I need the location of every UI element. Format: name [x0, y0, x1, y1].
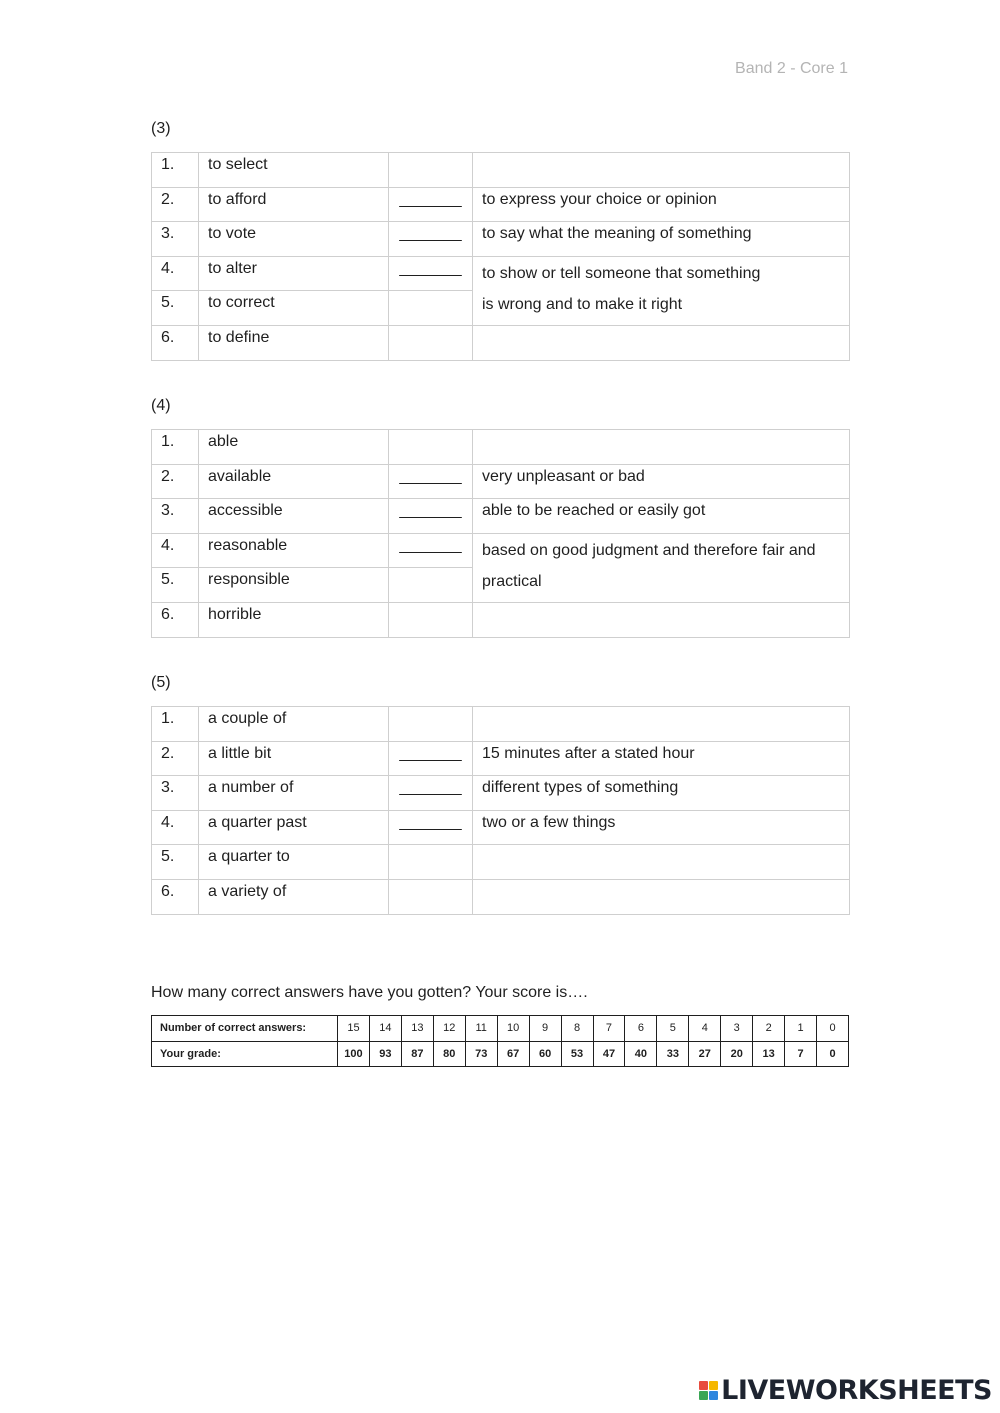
- word-cell: to select: [199, 153, 389, 188]
- definition-line: based on good judgment and therefore fair and: [482, 541, 816, 559]
- grade-cell: 87: [401, 1041, 433, 1067]
- word-cell: a quarter past: [199, 810, 389, 845]
- correct-answers-row: [152, 1016, 849, 1042]
- logo-square: [699, 1381, 708, 1390]
- answer-blank[interactable]: _______: [389, 810, 473, 845]
- grade-cell: 0: [817, 1041, 849, 1067]
- word-cell: to alter: [199, 256, 389, 291]
- grade-cell: 40: [625, 1041, 657, 1067]
- word-cell: able: [199, 430, 389, 465]
- word-cell: a little bit: [199, 741, 389, 776]
- definition-cell: able to be reached or easily got: [473, 499, 850, 534]
- correct-count-cell: 5: [657, 1016, 689, 1042]
- empty-cell: [473, 153, 850, 188]
- row-number: 3.: [152, 776, 199, 811]
- empty-cell: [473, 430, 850, 465]
- grade-cell: 20: [721, 1041, 753, 1067]
- row-number: 5.: [152, 845, 199, 880]
- word-cell: horrible: [199, 602, 389, 637]
- table-row: [152, 325, 850, 360]
- row-number: 2.: [152, 187, 199, 222]
- answer-blank[interactable]: _______: [389, 533, 473, 568]
- grade-cell: 7: [785, 1041, 817, 1067]
- table-row: [152, 845, 850, 880]
- correct-count-cell: 1: [785, 1016, 817, 1042]
- correct-count-cell: 2: [753, 1016, 785, 1042]
- table-row: [152, 187, 850, 222]
- liveworksheets-brand[interactable]: [699, 1375, 992, 1406]
- row-number: 3.: [152, 499, 199, 534]
- empty-cell: [389, 325, 473, 360]
- grade-cell: 67: [497, 1041, 529, 1067]
- answer-blank[interactable]: _______: [389, 222, 473, 257]
- definition-cell: different types of something: [473, 776, 850, 811]
- grade-label: Your grade:: [152, 1041, 338, 1067]
- table-row: [152, 430, 850, 465]
- grade-cell: 60: [529, 1041, 561, 1067]
- row-number: 6.: [152, 879, 199, 914]
- word-cell: to define: [199, 325, 389, 360]
- word-cell: to afford: [199, 187, 389, 222]
- empty-cell: [389, 291, 473, 326]
- row-number: 5.: [152, 568, 199, 603]
- logo-square: [699, 1391, 708, 1400]
- grade-cell: 27: [689, 1041, 721, 1067]
- correct-count-cell: 3: [721, 1016, 753, 1042]
- logo-square: [709, 1381, 718, 1390]
- table-row: [152, 707, 850, 742]
- row-number: 1.: [152, 707, 199, 742]
- row-number: 1.: [152, 430, 199, 465]
- definition-line: is wrong and to make it right: [482, 295, 683, 313]
- definition-cell: to say what the meaning of something: [473, 222, 850, 257]
- answer-blank[interactable]: _______: [389, 256, 473, 291]
- grade-row: [152, 1041, 849, 1067]
- row-number: 6.: [152, 325, 199, 360]
- section-3-label: (3): [151, 120, 171, 137]
- correct-count-cell: 9: [529, 1016, 561, 1042]
- table-row: [152, 741, 850, 776]
- liveworksheets-logo-icon: [699, 1381, 718, 1400]
- empty-cell: [473, 325, 850, 360]
- row-number: 4.: [152, 533, 199, 568]
- answer-blank[interactable]: _______: [389, 499, 473, 534]
- row-number: 6.: [152, 602, 199, 637]
- section-5-label: (5): [151, 674, 171, 691]
- empty-cell: [473, 602, 850, 637]
- definition-cell: to express your choice or opinion: [473, 187, 850, 222]
- empty-cell: [389, 602, 473, 637]
- row-number: 4.: [152, 810, 199, 845]
- table-row: [152, 256, 850, 291]
- empty-cell: [389, 568, 473, 603]
- definition-cell: very unpleasant or bad: [473, 464, 850, 499]
- answer-blank[interactable]: _______: [389, 464, 473, 499]
- correct-count-cell: 14: [369, 1016, 401, 1042]
- correct-count-cell: 6: [625, 1016, 657, 1042]
- score-table: [151, 1015, 849, 1067]
- word-cell: reasonable: [199, 533, 389, 568]
- word-cell: a variety of: [199, 879, 389, 914]
- correct-count-cell: 10: [497, 1016, 529, 1042]
- row-number: 3.: [152, 222, 199, 257]
- match-table-5: [151, 706, 850, 915]
- empty-cell: [389, 879, 473, 914]
- word-cell: a number of: [199, 776, 389, 811]
- correct-count-cell: 0: [817, 1016, 849, 1042]
- grade-cell: 47: [593, 1041, 625, 1067]
- table-row: [152, 499, 850, 534]
- match-table-4: [151, 429, 850, 638]
- table-row: [152, 602, 850, 637]
- table-row: [152, 810, 850, 845]
- definition-cell: [473, 256, 850, 325]
- empty-cell: [473, 707, 850, 742]
- definition-line: to show or tell someone that something: [482, 264, 761, 282]
- word-cell: responsible: [199, 568, 389, 603]
- match-table-3: [151, 152, 850, 361]
- grade-cell: 33: [657, 1041, 689, 1067]
- word-cell: a quarter to: [199, 845, 389, 880]
- definition-cell: [473, 533, 850, 602]
- empty-cell: [389, 430, 473, 465]
- logo-square: [709, 1391, 718, 1400]
- correct-count-cell: 4: [689, 1016, 721, 1042]
- grade-cell: 100: [338, 1041, 370, 1067]
- grade-cell: 73: [465, 1041, 497, 1067]
- row-number: 4.: [152, 256, 199, 291]
- row-number: 2.: [152, 464, 199, 499]
- row-number: 1.: [152, 153, 199, 188]
- grade-cell: 13: [753, 1041, 785, 1067]
- correct-count-cell: 8: [561, 1016, 593, 1042]
- definition-cell: two or a few things: [473, 810, 850, 845]
- answer-blank[interactable]: _______: [389, 741, 473, 776]
- table-row: [152, 879, 850, 914]
- definition-line: practical: [482, 572, 542, 590]
- definition-cell: 15 minutes after a stated hour: [473, 741, 850, 776]
- word-cell: accessible: [199, 499, 389, 534]
- section-4-label: (4): [151, 397, 171, 414]
- table-row: [152, 222, 850, 257]
- word-cell: a couple of: [199, 707, 389, 742]
- table-row: [152, 153, 850, 188]
- word-cell: available: [199, 464, 389, 499]
- empty-cell: [473, 879, 850, 914]
- answer-blank[interactable]: _______: [389, 187, 473, 222]
- grade-cell: 93: [369, 1041, 401, 1067]
- correct-count-cell: 12: [433, 1016, 465, 1042]
- row-number: 5.: [152, 291, 199, 326]
- correct-count-cell: 13: [401, 1016, 433, 1042]
- table-row: [152, 776, 850, 811]
- brand-name: LIVEWORKSHEETS: [721, 1375, 992, 1406]
- table-row: [152, 464, 850, 499]
- empty-cell: [389, 153, 473, 188]
- empty-cell: [473, 845, 850, 880]
- correct-count-cell: 11: [465, 1016, 497, 1042]
- table-row: [152, 533, 850, 568]
- word-cell: to vote: [199, 222, 389, 257]
- row-number: 2.: [152, 741, 199, 776]
- grade-cell: 80: [433, 1041, 465, 1067]
- score-question: How many correct answers have you gotten? Your score is….: [151, 984, 588, 1001]
- grade-cell: 53: [561, 1041, 593, 1067]
- header-band: Band 2 - Core 1: [735, 60, 848, 77]
- correct-answers-label: Number of correct answers:: [152, 1016, 338, 1042]
- correct-count-cell: 7: [593, 1016, 625, 1042]
- word-cell: to correct: [199, 291, 389, 326]
- answer-blank[interactable]: _______: [389, 776, 473, 811]
- correct-count-cell: 15: [338, 1016, 370, 1042]
- empty-cell: [389, 845, 473, 880]
- empty-cell: [389, 707, 473, 742]
